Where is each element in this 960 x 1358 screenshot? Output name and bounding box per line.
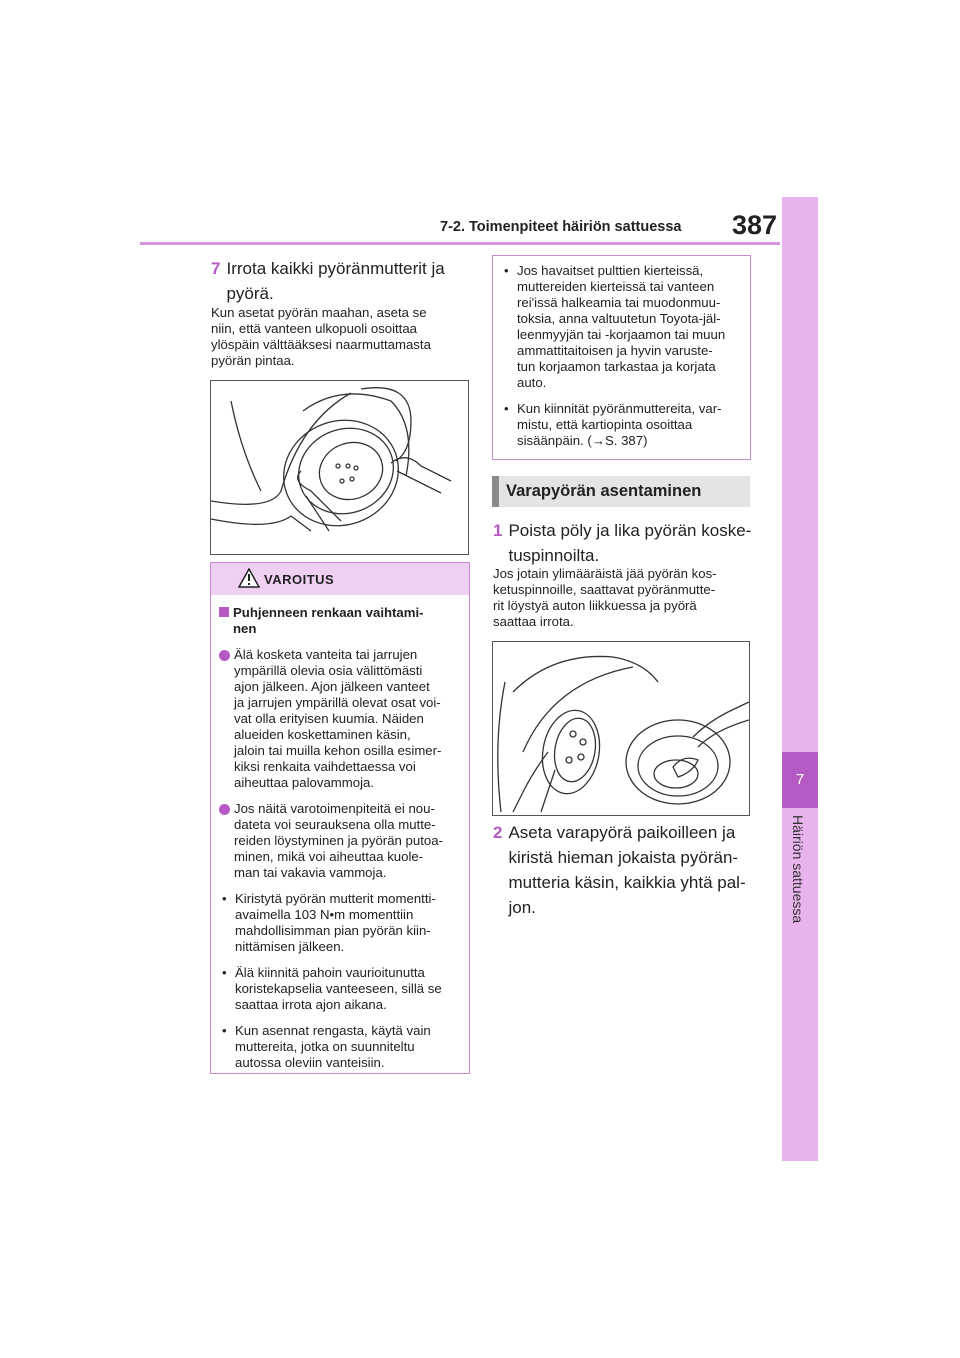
wheel-cleaning-illustration [492,641,750,816]
warning-heading-line: Puhjenneen renkaan vaihtami- [233,605,424,620]
step-text-line: Aseta varapyörä paikoilleen ja [508,823,736,842]
warning-line: Jos näitä varotoimenpiteitä ei nou- [234,801,435,816]
section-title: 7-2. Toimenpiteet häiriön sattuessa [440,219,682,235]
note-item [501,401,742,449]
warning-triangle-icon [238,568,260,588]
warning-line: Älä kiinnitä pahoin vaurioitunutta [235,965,425,980]
bullet-dot: • [222,965,227,980]
warning-item [219,891,461,955]
paragraph-line: Jos jotain ylimääräistä jää pyörän kos- [493,566,717,581]
warning-line: ja jarrujen ympärillä olevat osat voi- [234,695,441,710]
circle-bullet-icon [219,804,230,815]
step-text-line: pyörä. [226,284,274,303]
warning-line: minen, mikä voi aiheuttaa kuole- [234,849,424,864]
warning-item [219,1023,461,1071]
warning-line: vat olla erityisen kuumia. Näiden [234,711,424,726]
wheel-removal-illustration [210,380,469,555]
warning-box [210,562,470,1074]
warning-line: man tai vakavia vammoja. [234,865,387,880]
step-number: 1 [493,521,503,540]
note-line: ammattitaitoisen ja hyvin varuste- [517,343,713,358]
bullet-dot: • [504,401,509,416]
note-line: tun korjaamon tarkastaa ja korjata [517,359,716,374]
warning-line: kiksi renkaita vaihdettaessa voi [234,759,416,774]
section-heading-title: Varapyörän asentaminen [506,482,702,500]
step-number: 2 [493,823,503,842]
square-bullet-icon [219,607,229,617]
section-heading [492,476,750,507]
warning-line: avaimella 103 N•m momenttiin [235,907,414,922]
warning-title: VAROITUS [264,572,335,587]
paragraph-line: ketuspinnoille, saattavat pyöränmutte- [493,582,716,597]
note-box [492,255,751,460]
chapter-label: Häiriön sattuessa [790,815,806,924]
note-line: mistu, että kartiopinta osoittaa [517,417,693,432]
step-text-line: Irrota kaikki pyöränmutterit ja [226,259,445,278]
step-text-line: jon. [508,898,536,917]
page-number: 387 [732,210,778,240]
warning-item [219,801,461,881]
note-line: rei'issä halkeamia tai muodonmuu- [517,295,721,310]
bullet-dot: • [222,891,227,906]
step-1 [493,518,753,568]
paragraph-line: pyörän pintaa. [211,353,295,368]
note-body [493,256,750,449]
warning-line: reiden löystyminen ja pyörän putoa- [234,833,443,848]
header-divider [140,242,780,245]
warning-line: mahdollisimman pian pyörän kiin- [235,923,431,938]
warning-header [211,563,469,595]
warning-item [219,647,461,791]
warning-heading-line: nen [233,621,257,636]
chapter-number-badge: 7 [782,752,818,808]
warning-line: jaloin tai muilla kehon osilla esimer- [234,743,442,758]
wheel-removal-drawing [211,381,468,554]
note-line: leenmyyjän tai -korjaamon tai muun [517,327,726,342]
step-2 [493,820,753,920]
paragraph-line: rit löystyä auton liikkuessa ja pyörä [493,598,697,613]
paragraph-line: ylöspäin välttääksesi naarmuttamasta [211,337,431,352]
warning-line: alueiden koskettaminen käsin, [234,727,411,742]
warning-body [211,595,469,1071]
warning-line: saattaa irrota ajon aikana. [235,997,387,1012]
step-text-line: Poista pöly ja lika pyörän koske- [508,521,752,540]
warning-line: dateta voi seurauksena olla mutte- [234,817,436,832]
warning-line: nittämisen jälkeen. [235,939,345,954]
warning-line: ympärillä olevia osia välittömästi [234,663,423,678]
step-text-line: mutteria käsin, kaikkia yhtä pal- [508,873,746,892]
step-text-line: tuspinnoilta. [508,546,600,565]
warning-line: Kun asennat rengasta, käytä vain [235,1023,431,1038]
circle-bullet-icon [219,650,230,661]
note-line: Kun kiinnität pyöränmuttereita, var- [517,401,722,416]
note-line: Jos havaitset pulttien kierteissä, [517,263,704,278]
step-number: 7 [211,259,221,278]
warning-line: aiheuttaa palovammoja. [234,775,375,790]
step-1-paragraph [493,566,753,630]
step-7 [211,256,461,306]
note-line: muttereiden kierteissä tai vanteen [517,279,715,294]
wheel-cleaning-drawing [493,642,749,815]
note-line: auto. [517,375,547,390]
warning-line: Kiristytä pyörän mutterit momentti- [235,891,436,906]
section-heading-bar [492,476,499,507]
step-text-line: kiristä hieman jokaista pyörän- [508,848,739,867]
chapter-side-tab [782,197,818,1161]
paragraph-line: Kun asetat pyörän maahan, aseta se [211,305,427,320]
note-item [501,263,742,391]
note-line: toksia, anna valtuutetun Toyota-jäl- [517,311,721,326]
warning-line: muttereita, jotka on suunniteltu [235,1039,415,1054]
paragraph-line: niin, että vanteen ulkopuoli osoittaa [211,321,418,336]
bullet-dot: • [222,1023,227,1038]
warning-heading [219,605,461,637]
bullet-dot: • [504,263,509,278]
warning-line: Älä kosketa vanteita tai jarrujen [234,647,418,662]
paragraph-line: saattaa irrota. [493,614,574,629]
warning-item [219,965,461,1013]
note-line: sisäänpäin. (→S. 387) [517,433,648,448]
step-7-paragraph [211,305,471,369]
warning-line: autossa oleviin vanteisiin. [235,1055,385,1070]
warning-line: ajon jälkeen. Ajon jälkeen vanteet [234,679,430,694]
warning-line: koristekapselia vanteeseen, sillä se [235,981,442,996]
